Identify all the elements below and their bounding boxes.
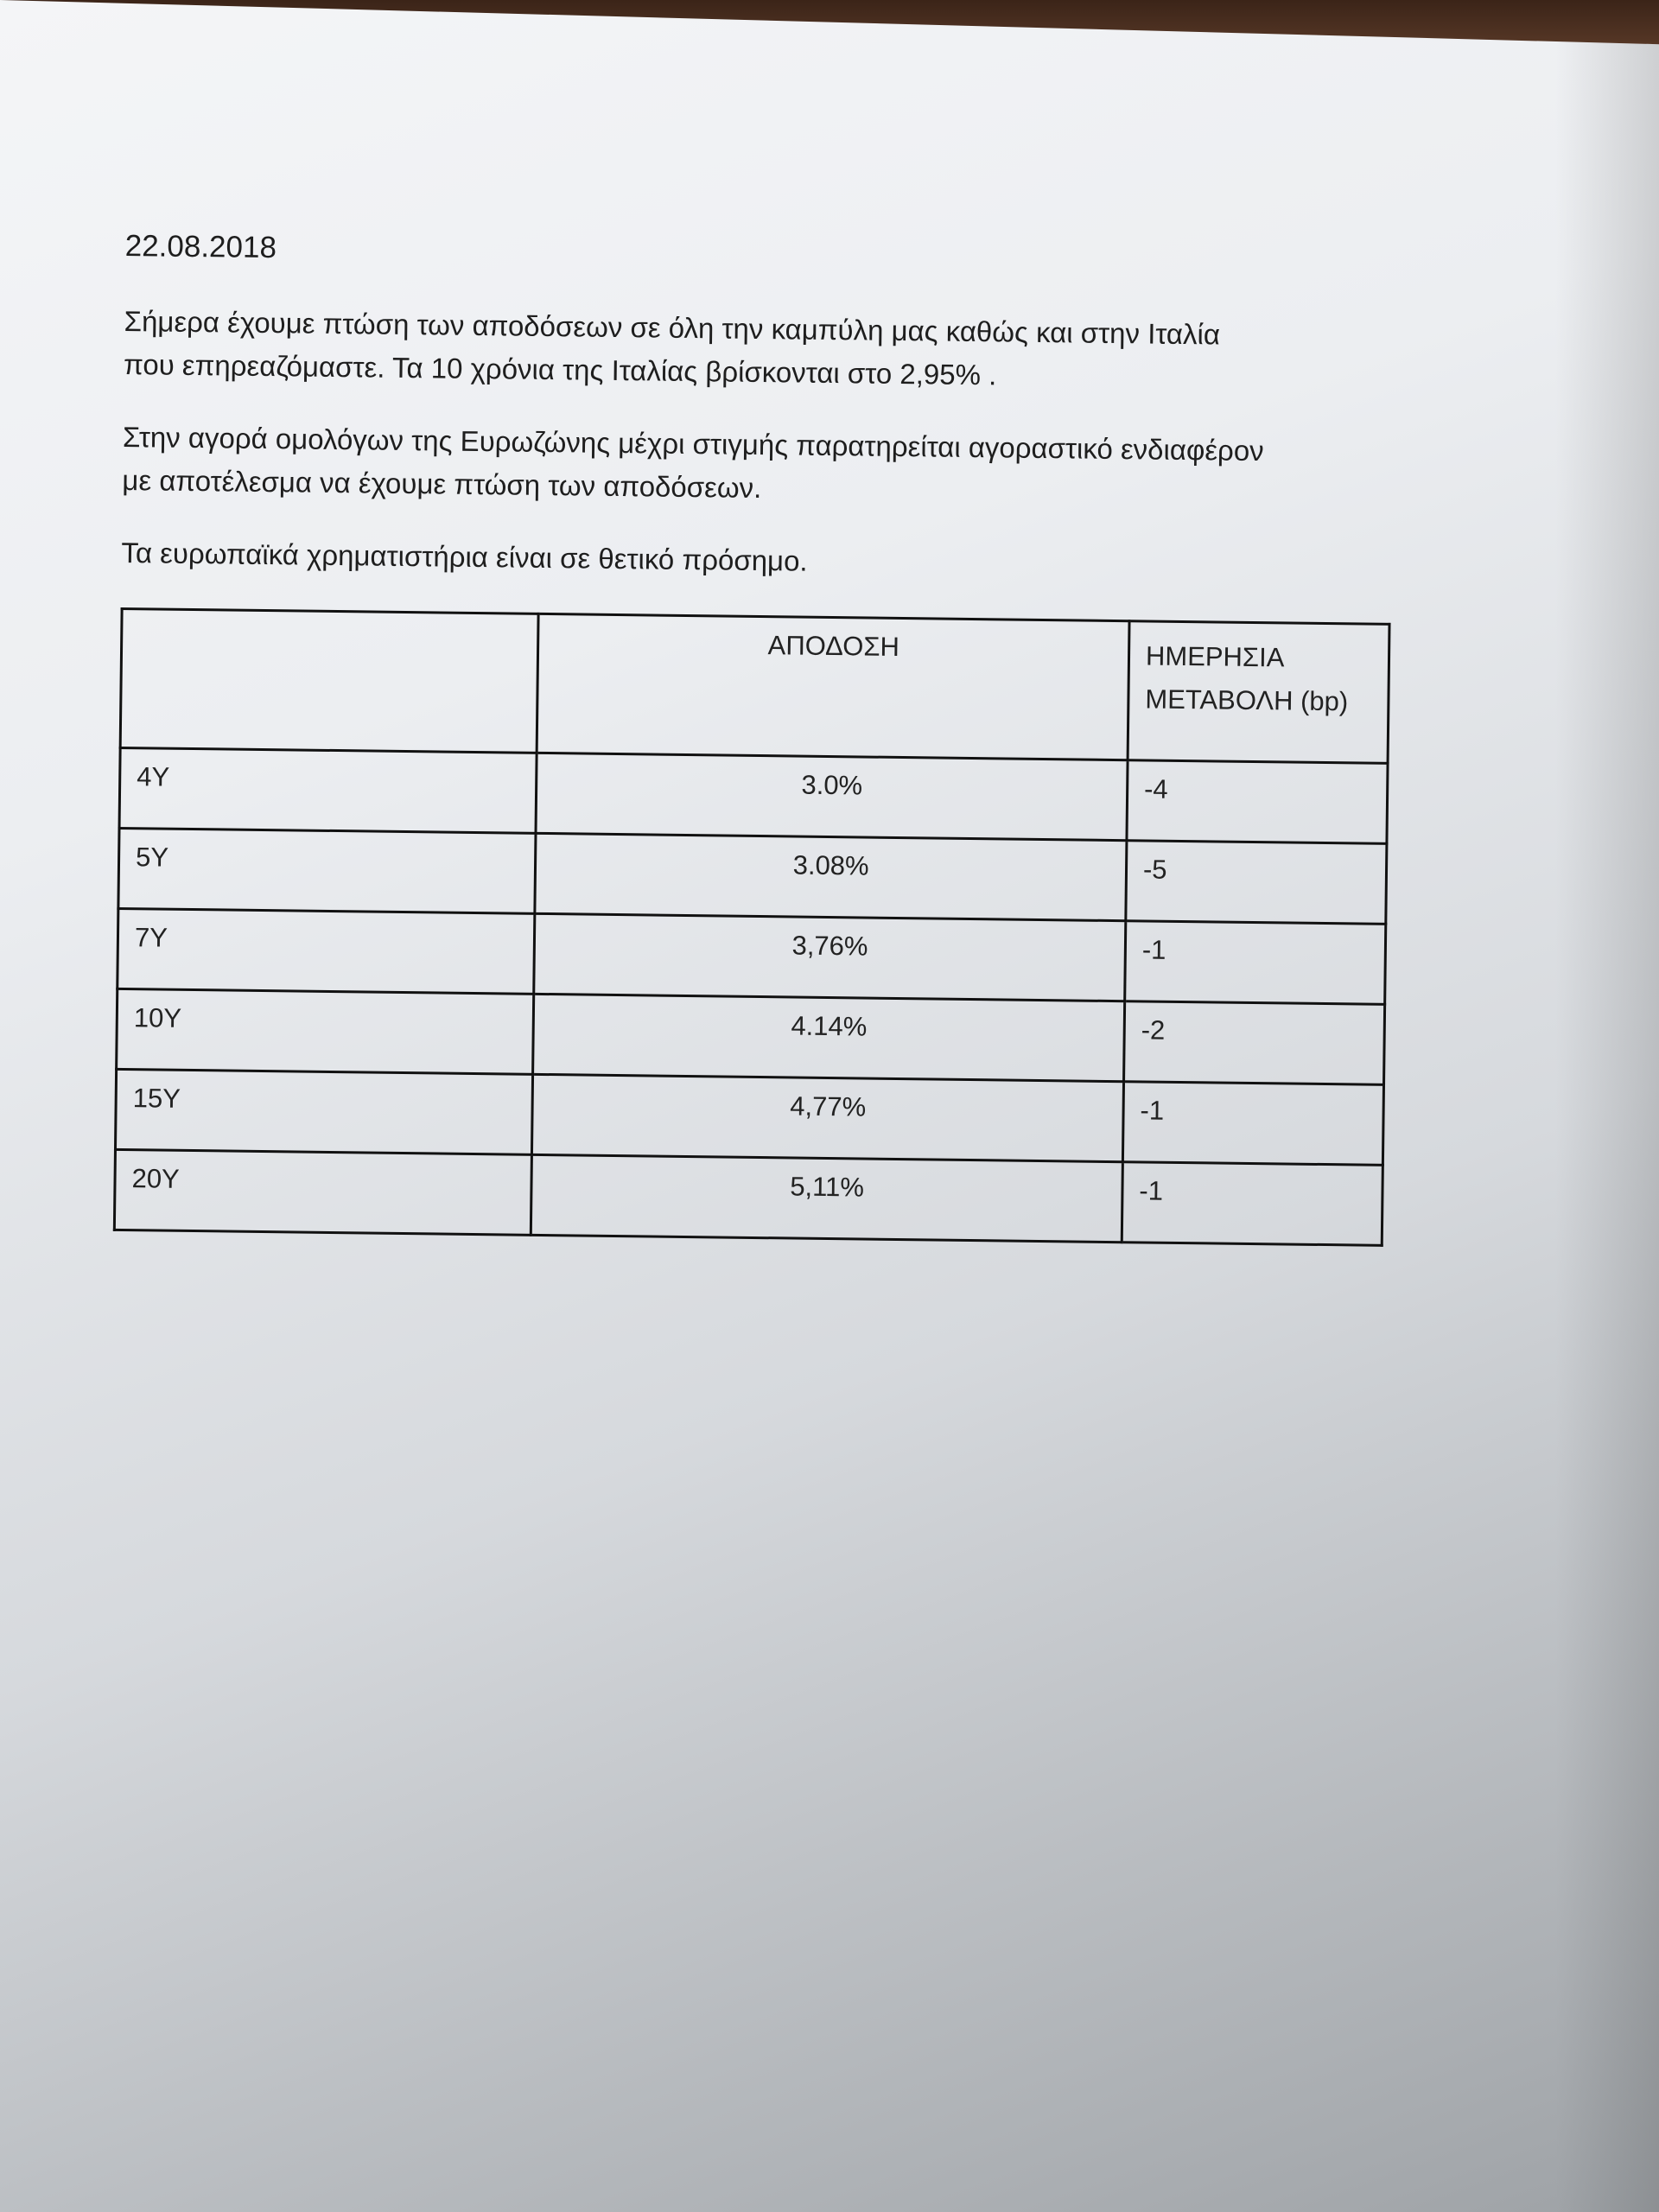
tenor-cell: 15Y <box>115 1069 532 1154</box>
yield-cell: 5,11% <box>531 1154 1123 1242</box>
yield-cell: 3.08% <box>535 833 1127 920</box>
tenor-cell: 5Y <box>118 828 536 913</box>
change-cell: -1 <box>1125 921 1386 1005</box>
tenor-cell: 4Y <box>119 747 537 833</box>
table-row <box>115 1069 1383 1165</box>
paragraph-line: Σήμερα έχουμε πτώση των αποδόσεων σε όλη την καμπύλη μας καθώς και στην Ιταλία <box>124 304 1221 351</box>
table-row <box>118 828 1387 924</box>
yield-table <box>113 607 1391 1247</box>
tenor-cell: 10Y <box>117 988 534 1074</box>
change-cell: -1 <box>1122 1162 1382 1246</box>
change-cell: -5 <box>1126 841 1387 925</box>
document-content <box>113 229 1421 1247</box>
yield-cell: 4.14% <box>533 994 1125 1081</box>
table-row <box>118 908 1386 1004</box>
change-cell: -2 <box>1123 1001 1384 1085</box>
change-cell: -1 <box>1122 1082 1383 1166</box>
table-header-row <box>120 608 1389 763</box>
document-date: 22.08.2018 <box>124 229 277 265</box>
paper-shadow <box>1555 0 1659 2212</box>
tenor-cell: 20Y <box>114 1149 531 1235</box>
header-daily-change: ΗΜΕΡΗΣΙΑ ΜΕΤΑΒΟΛΗ (bp) <box>1128 621 1389 764</box>
yield-cell: 3.0% <box>536 753 1128 840</box>
paragraph-1 <box>124 300 1421 402</box>
paragraph-line: με αποτέλεσμα να έχουμε πτώση των αποδόσεων. <box>122 463 762 505</box>
yield-cell: 3,76% <box>534 913 1126 1001</box>
paragraph-2 <box>122 416 1419 518</box>
paragraph-line: Στην αγορά ομολόγων της Ευρωζώνης μέχρι στιγμής παρατηρείται αγοραστικό ενδιαφέρον <box>122 420 1264 467</box>
tenor-cell: 7Y <box>118 908 535 994</box>
paragraph-line: Τα ευρωπαϊκά χρηματιστήρια είναι σε θετικό πρόσημο. <box>121 536 808 577</box>
header-yield: ΑΠΟΔΟΣΗ <box>537 613 1129 760</box>
table-row <box>114 1149 1382 1245</box>
yield-cell: 4,77% <box>532 1074 1124 1161</box>
table-row <box>119 747 1388 843</box>
table-row <box>117 988 1385 1084</box>
change-cell: -4 <box>1127 760 1388 844</box>
paragraph-3 <box>121 531 1417 590</box>
header-tenor <box>120 608 538 753</box>
paragraph-line: που επηρεαζόμαστε. Τα 10 χρόνια της Ιταλίας βρίσκονται στο 2,95% . <box>123 347 997 391</box>
